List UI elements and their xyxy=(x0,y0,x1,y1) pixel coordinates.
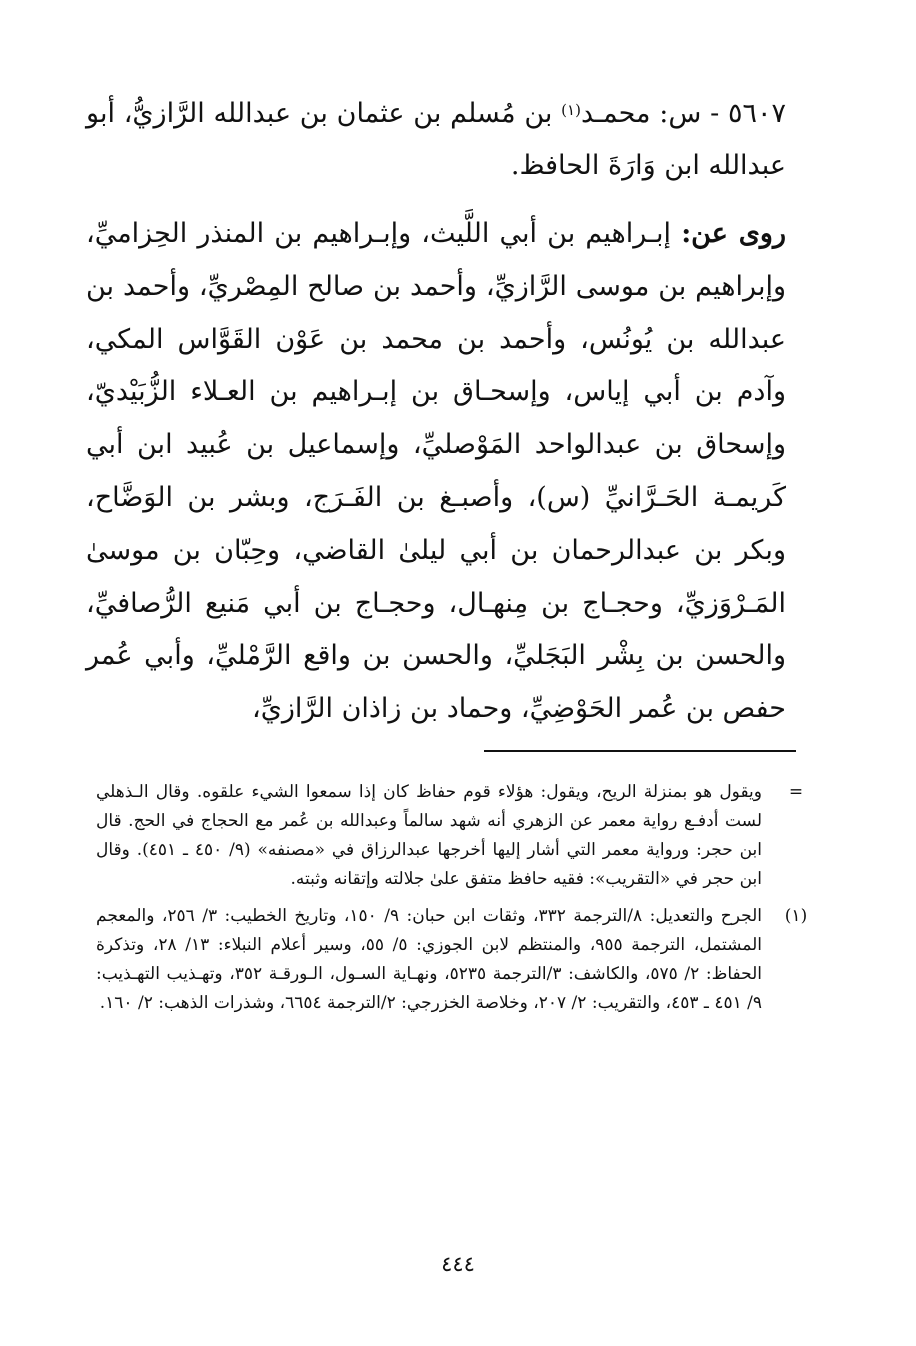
footnote-divider xyxy=(484,750,796,752)
page-number: ٤٤٤ xyxy=(441,1252,475,1276)
footnote-continuation xyxy=(96,778,816,894)
footnote-1 xyxy=(96,902,816,1018)
footnote-marker: = xyxy=(788,782,804,802)
narration-lead: روى عن: xyxy=(681,218,787,249)
entry-number: ٥٦٠٧ xyxy=(728,98,787,129)
footnote-text: ويقول هو بمنزلة الريح، ويقول: هؤلاء قوم حفاظ كان إذا سمعوا الشيء علقوه. وقال الـذهلي لست أدفـع رواية معمر عن الزهري أنه شهد سالماً وعبدالله بن عُمر مع الحجاج في الحج. قال ابن حجر: ورواية معمر التي أشار إليها أخرجها عبدالرزاق في «مصنفه» (٩/ ٤٥٠ ـ ٤٥١). وقال ابن حجر في «التقريب»: فقيه حافظ متفق علىٰ جلالته وإتقانه وثبته. xyxy=(96,782,762,889)
entry-symbol: - س: xyxy=(659,98,720,129)
footnote-text: الجرح والتعديل: ٨/الترجمة ٣٣٢، وثقات ابن حبان: ٩/ ١٥٠، وتاريخ الخطيب: ٣/ ٢٥٦، والمعجم المشتمل، الترجمة ٩٥٥، والمنتظم لابن الجوزي: ٥/ ٥٥، وسير أعلام النبلاء: ١٣/ ٢٨، وتذكرة الحفاظ: ٢/ ٥٧٥، والكاشف: ٣/الترجمة ٥٢٣٥، ونهـاية السـول، الـورقـة ٣٥٢، وتهـذيب التهـذيب: ٩/ ٤٥١ ـ ٤٥٣، والتقريب: ٢/ ٢٠٧، وخلاصة الخزرجي: ٢/الترجمة ٦٦٥٤، وشذرات الذهب: ٢/ ١٦٠. xyxy=(96,906,763,1013)
entry-name: محمـد xyxy=(580,98,651,129)
footnote-marker: (١) xyxy=(784,906,808,926)
narration-text: إبـراهيم بن أبي اللَّيث، وإبـراهيم بن المنذر الحِزاميِّ، وإبراهيم بن موسى الرَّازيِّ، وأحمد بن صالح المِصْريِّ، وأحمد بن عبدالله بن يُونُس، وأحمد بن محمد بن عَوْن القَوَّاس المكي، وآدم بن أبي إياس، وإسحـاق بن إبـراهيم بن العـلاء الزُّبَيْديّ، وإسحاق بن عبدالواحد المَوْصليِّ، وإسماعيل بن عُبيد ابن أبي كَريمـة الحَـرَّانيِّ (س)، وأصبـغ بن الفَـرَج، وبشر بن الوَضَّاح، وبكر بن عبدالرحمان بن أبي ليلىٰ القاضي، وحِبّان بن موسىٰ المَـرْوَزيِّ، وحجـاج بن مِنهـال، وحجـاج بن أبي مَنيع الرُّصافيِّ، والحسن بن بِشْر البَجَليِّ، والحسن بن واقع الرَّمْليِّ، وأبي عُمر حفص بن عُمر الحَوْضِيِّ، وحماد بن زاذان الرَّازيِّ، xyxy=(86,218,786,725)
entry-heading xyxy=(86,88,786,192)
entry-name-rest: بن مُسلم بن عثمان بن عبدالله الرَّازيُّ، أبو عبدالله ابن وَارَةَ الحافظ. xyxy=(86,98,786,181)
narration-paragraph xyxy=(86,208,786,736)
footnote-reference[interactable]: (١) xyxy=(561,101,581,119)
footnotes xyxy=(96,778,816,1026)
